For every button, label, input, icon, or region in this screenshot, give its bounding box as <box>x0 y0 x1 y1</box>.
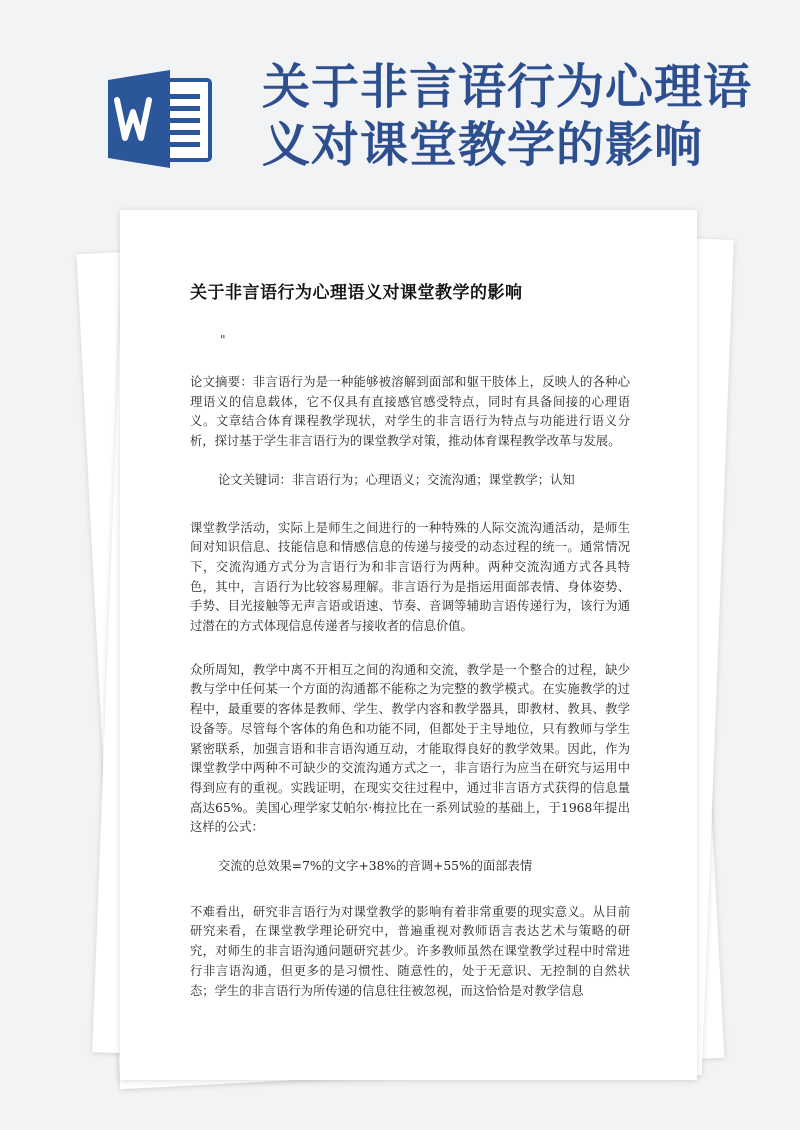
document-title: 关于非言语行为心理语义对课堂教学的影响 <box>190 283 523 303</box>
document-content <box>190 278 630 1020</box>
page-header <box>0 0 800 210</box>
page-title: 关于非言语行为心理语义对课堂教学的影响 <box>262 59 753 173</box>
body-paragraph: 不难看出，研究非言语行为对课堂教学的影响有着非常重要的现实意义。从目前研究来看，在课堂教学理论研究中，普遍重视对教师语言表达艺术与策略的研究，对师生的非言语沟通问题研究甚少。许多教师虽然在课堂教学过程中时常进行非言语沟通，但更多的是习惯性、随意性的，处于无意识、无控制的自然状态；学生的非言语行为所传递的信息往往被忽视，而这恰恰是对教学信息 <box>190 904 630 998</box>
quote-mark: " <box>220 333 226 347</box>
word-document-icon <box>108 70 214 168</box>
formula-line: 交流的总效果=7%的文字+38%的音调+55%的面部表情 <box>218 859 533 874</box>
body-paragraph: 众所周知，教学中离不开相互之间的沟通和交流，教学是一个整合的过程，缺少教与学中任何某一个方面的沟通都不能称之为完整的教学模式。在实施教学的过程中，最重要的客体是教师、学生、教学内容和教学器具，即教材、教具、教学设备等。尽管每个客体的角色和功能不同，但都处于主导地位，只有教师与学生紧密联系，加强言语和非言语沟通互动，才能取得良好的教学效果。因此，作为课堂教学中两种不可缺少的交流沟通方式之一，非言语行为应当在研究与运用中得到应有的重视。实践证明，在现实交往过程中，通过非言语方式获得的信息量高达65%。美国心理学家艾帕尔·梅拉比在一系列试验的基础上，于1968年提出这样的公式： <box>190 662 630 835</box>
keywords-line: 论文关键词：非言语行为；心理语义；交流沟通；课堂教学；认知 <box>218 472 575 487</box>
abstract-paragraph: 论文摘要：非言语行为是一种能够被溶解到面部和躯干肢体上，反映人的各种心理语义的信息载体，它不仅具有直接感官感受特点，同时有具备间接的心理语义。文章结合体育课程教学现状，对学生的非言语行为特点与功能进行语义分析，探讨基于学生非言语行为的课堂教学对策，推动体育课程教学改革与发展。 <box>190 375 630 449</box>
body-paragraph: 课堂教学活动，实际上是师生之间进行的一种特殊的人际交流沟通活动，是师生间对知识信息、技能信息和情感信息的传递与接受的动态过程的统一。通常情况下，交流沟通方式分为言语行为和非言语行为两种。两种交流沟通方式各具特色，其中，言语行为比较容易理解。非言语行为是指运用面部表情、身体姿势、手势、目光接触等无声言语或语速、节奏、音调等辅助言语传递行为，该行为通过潜在的方式体现信息传递者与接收者的信息价值。 <box>190 520 630 634</box>
